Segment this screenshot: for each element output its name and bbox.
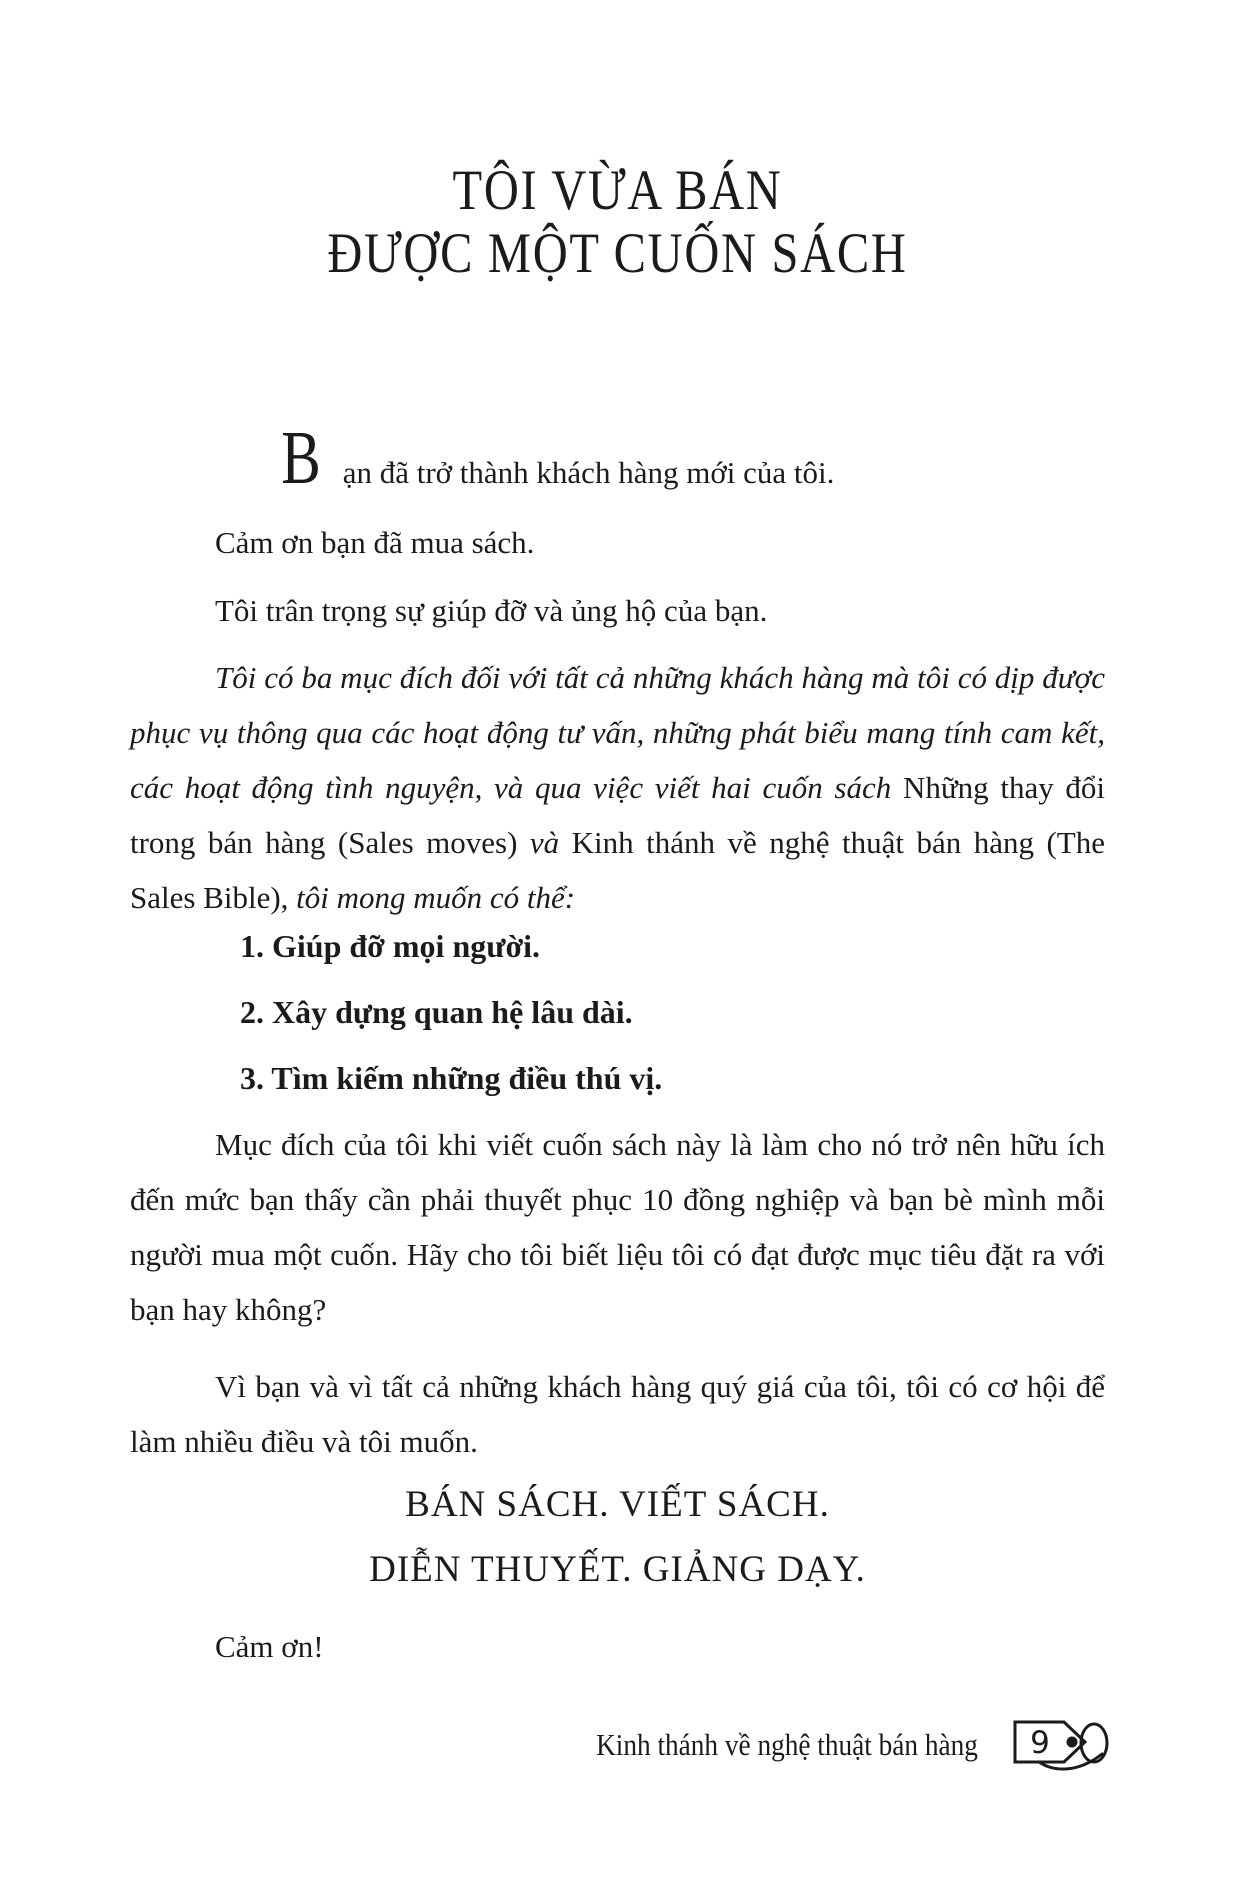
opening-paragraph: Bạn đã trở thành khách hàng mới của tôi.: [281, 416, 835, 501]
closing-line: Cảm ơn!: [215, 1629, 324, 1665]
chapter-title-line-2: ĐƯỢC MỘT CUỐN SÁCH: [327, 222, 908, 286]
opening-text: ạn đã trở thành khách hàng mới của tôi.: [342, 455, 835, 491]
slogan-line-1: BÁN SÁCH. VIẾT SÁCH.: [405, 1484, 830, 1526]
aim-paragraph: Mục đích của tôi khi viết cuốn sách này là làm cho nó trở nên hữu ích đến mức bạn thấy cần phải thuyết phục 10 đồng nghiệp và bạn bè mình mỗi người mua một cuốn. Hãy cho tôi biết liệu tôi có đạt được mục tiêu đặt ra với bạn hay không?: [130, 1127, 1105, 1328]
for-you-paragraph: Vì bạn và vì tất cả những khách hàng quý giá của tôi, tôi có cơ hội để làm nhiều điều và tôi muốn.: [130, 1369, 1105, 1460]
purpose-paragraph: [130, 650, 1105, 925]
goal-item-2: 2. Xây dựng quan hệ lâu dài.: [240, 994, 633, 1031]
chapter-title-line-1: TÔI VỪA BÁN: [452, 159, 783, 223]
book-title-sales-moves: Những thay đổi trong bán hàng (Sales moves): [130, 770, 1105, 861]
slogan-line-2: DIỄN THUYẾT. GIẢNG DẠY.: [369, 1549, 866, 1591]
chapter-title: [130, 21, 1105, 285]
purpose-seg-3: và: [529, 825, 572, 861]
tag-hole: [1067, 1737, 1078, 1748]
page-footer: [0, 1716, 1112, 1774]
goals-list: [130, 919, 1105, 1106]
purpose-seg-1: Tôi có ba mục đích đối với tất cả những khách hàng mà tôi có dịp được phục vụ thông qua các hoạt động tư vấn, những phát biểu mang tính cam kết, các hoạt động tình nguyện, và qua việc viết hai cuốn sách: [130, 660, 1105, 806]
book-title-sales-bible: Kinh thánh về nghệ thuật bán hàng (The Sales Bible),: [130, 825, 1105, 916]
goal-item-1: 1. Giúp đỡ mọi người.: [240, 928, 541, 965]
page-number: 9: [1030, 1725, 1050, 1761]
appreciation-line: Tôi trân trọng sự giúp đỡ và ủng hộ của bạn.: [215, 593, 768, 629]
footer-book-title: Kinh thánh về nghệ thuật bán hàng: [596, 1727, 978, 1762]
goal-item-3: 3. Tìm kiếm những điều thú vị.: [240, 1060, 663, 1097]
page-content: [0, 21, 1260, 1674]
price-tag-icon: [1012, 1716, 1112, 1774]
thanks-line: Cảm ơn bạn đã mua sách.: [215, 525, 535, 561]
purpose-seg-5: tôi mong muốn có thể:: [296, 880, 576, 916]
